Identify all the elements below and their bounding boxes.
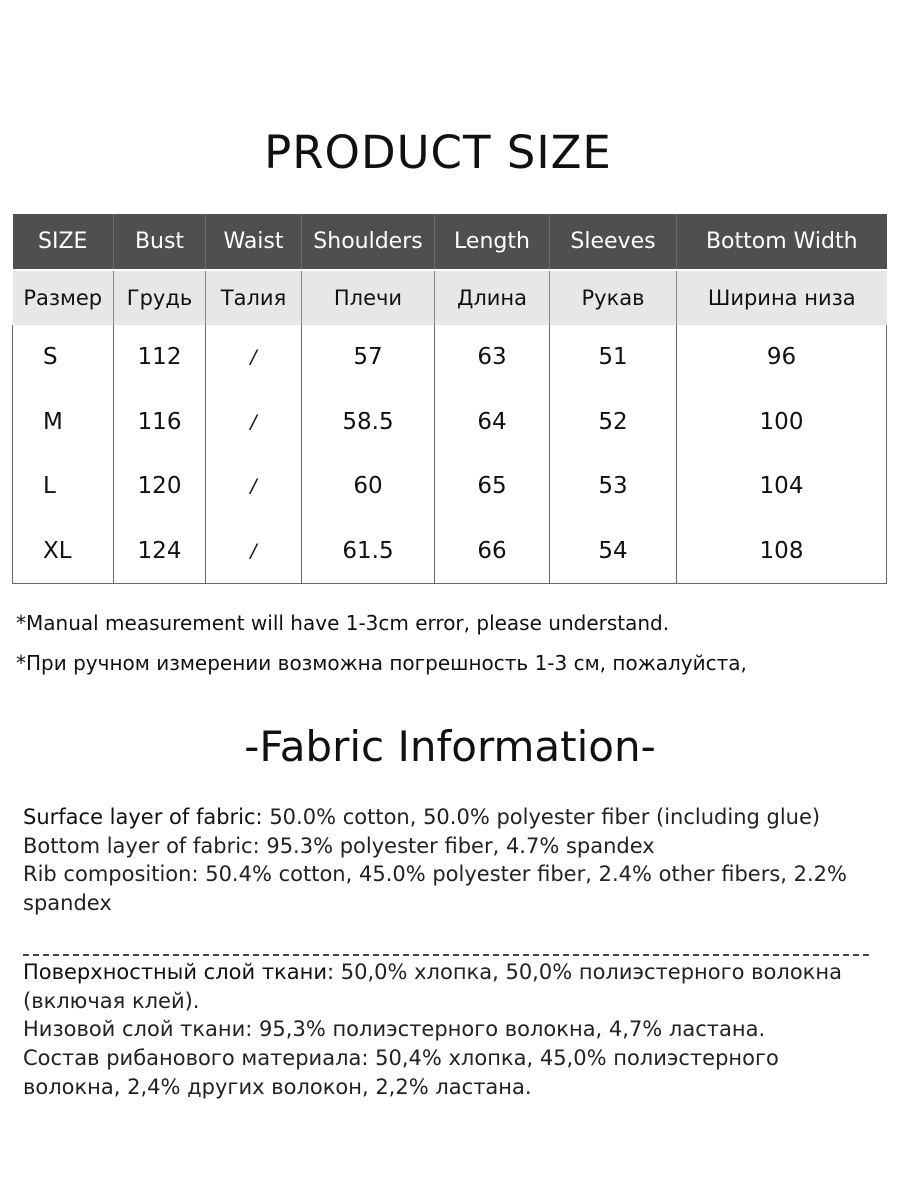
table-cell: 51 <box>550 325 677 390</box>
table-cell: 108 <box>677 519 887 584</box>
table-cell: 63 <box>435 325 550 390</box>
table-header-ru <box>13 270 887 325</box>
table-cell: / <box>206 454 302 519</box>
measurement-note-ru: *При ручном измерении возможна погрешность 1-3 см, пожалуйста, <box>16 651 747 675</box>
table-cell: 54 <box>550 519 677 584</box>
header-cell: Sleeves <box>550 214 677 270</box>
header-cell: Грудь <box>114 270 206 325</box>
section-divider <box>23 954 869 956</box>
fabric-surface-ru <box>23 958 875 1015</box>
header-cell: Длина <box>435 270 550 325</box>
header-cell: Рукав <box>550 270 677 325</box>
header-cell: Waist <box>206 214 302 270</box>
header-cell: Плечи <box>302 270 435 325</box>
table-header-en <box>13 214 887 270</box>
fabric-info-en <box>23 803 875 918</box>
size-table <box>12 214 887 584</box>
table-cell: / <box>206 325 302 390</box>
fabric-title: -Fabric Information- <box>244 722 656 771</box>
size-cell: XL <box>13 519 114 584</box>
table-cell: 52 <box>550 390 677 455</box>
header-cell: Bottom Width <box>677 214 887 270</box>
table-cell: 61.5 <box>302 519 435 584</box>
fabric-bottom-ru: Низовой слой ткани: 95,3% полиэстерного волокна, 4,7% ластана. <box>23 1017 766 1042</box>
table-row <box>13 325 887 390</box>
table-cell: / <box>206 519 302 584</box>
header-cell: Талия <box>206 270 302 325</box>
fabric-surface-en <box>23 803 875 832</box>
table-cell: 66 <box>435 519 550 584</box>
table-cell: / <box>206 390 302 455</box>
measurement-note-en: *Manual measurement will have 1-3cm error, please understand. <box>16 611 670 635</box>
size-cell: S <box>13 325 114 390</box>
table-cell: 116 <box>114 390 206 455</box>
table-cell: 100 <box>677 390 887 455</box>
table-cell: 64 <box>435 390 550 455</box>
header-cell: Bust <box>114 214 206 270</box>
fabric-surface-label: Surface layer of fabric: <box>23 805 263 829</box>
fabric-bottom-en: Bottom layer of fabric: 95.3% polyester fiber, 4.7% spandex <box>23 833 655 858</box>
table-cell: 120 <box>114 454 206 519</box>
table-cell: 57 <box>302 325 435 390</box>
table-cell: 65 <box>435 454 550 519</box>
table-cell: 53 <box>550 454 677 519</box>
table-row <box>13 519 887 584</box>
fabric-surface-label: Поверхностный слой ткани: <box>23 960 335 984</box>
table-row <box>13 454 887 519</box>
table-cell: 112 <box>114 325 206 390</box>
table-cell: 60 <box>302 454 435 519</box>
header-cell: Shoulders <box>302 214 435 270</box>
fabric-surface-value: 50,0% хлопка, 50,0% полиэстерного волокна (включая клей). <box>23 960 842 1013</box>
page-title: PRODUCT SIZE <box>264 126 612 179</box>
table-cell: 96 <box>677 325 887 390</box>
fabric-surface-value: 50.0% cotton, 50.0% polyester fiber (including glue) <box>262 805 821 829</box>
table-cell: 104 <box>677 454 887 519</box>
header-cell: Размер <box>13 270 114 325</box>
table-cell: 124 <box>114 519 206 584</box>
fabric-rib-ru: Состав рибанового материала: 50,4% хлопка, 45,0% полиэстерного волокна, 2,4% других волокон, 2,2% ластана. <box>23 1046 779 1099</box>
header-cell: SIZE <box>13 214 114 270</box>
size-cell: M <box>13 390 114 455</box>
table-row <box>13 390 887 455</box>
header-cell: Length <box>435 214 550 270</box>
header-cell: Ширина низа <box>677 270 887 325</box>
table-cell: 58.5 <box>302 390 435 455</box>
fabric-rib-en: Rib composition: 50.4% cotton, 45.0% polyester fiber, 2.4% other fibers, 2.2% spandex <box>23 862 847 916</box>
size-cell: L <box>13 454 114 519</box>
fabric-info-ru <box>23 958 875 1102</box>
